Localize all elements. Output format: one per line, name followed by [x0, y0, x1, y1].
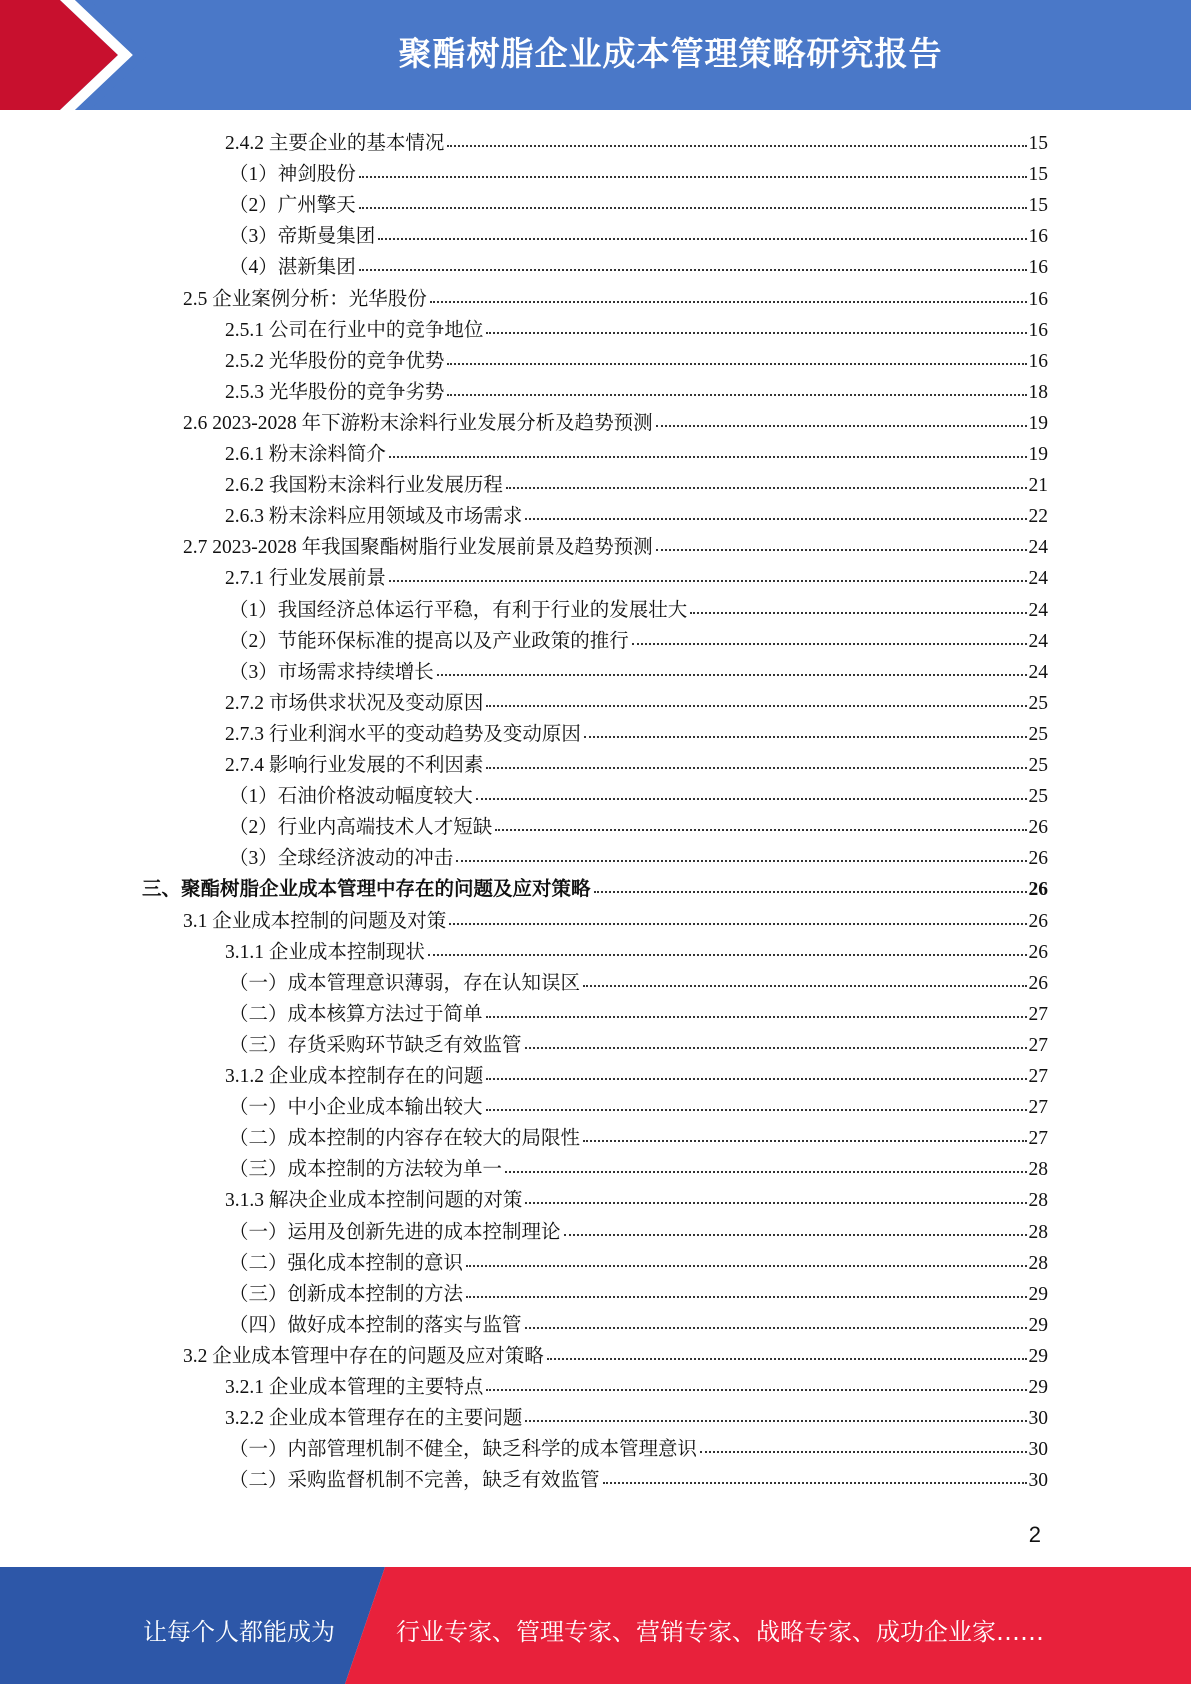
- toc-page-number: 25: [1028, 692, 1048, 714]
- toc-dot-leader: [486, 1108, 1027, 1111]
- toc-page-number: 25: [1028, 723, 1048, 745]
- toc-dot-leader: [430, 300, 1027, 303]
- toc-entry-label: 2.6.2 我国粉末涂料行业发展历程: [225, 475, 503, 497]
- toc-entry-label: （1）神剑股份: [229, 164, 356, 186]
- toc-dot-leader: [389, 579, 1027, 582]
- toc-page-number: 16: [1028, 319, 1048, 341]
- toc-entry-label: 3.1 企业成本控制的问题及对策: [183, 910, 447, 932]
- toc-row[interactable]: [0, 159, 1191, 190]
- toc-dot-leader: [359, 206, 1027, 209]
- toc-dot-leader: [700, 1450, 1026, 1453]
- toc-page-number: 26: [1028, 848, 1048, 870]
- toc-entry-label: 3.1.1 企业成本控制现状: [225, 941, 425, 963]
- toc-dot-leader: [486, 766, 1026, 769]
- toc-row[interactable]: [0, 1341, 1191, 1372]
- toc-entry-label: （2）节能环保标准的提高以及产业政策的推行: [229, 630, 629, 652]
- toc-page-number: 25: [1028, 786, 1048, 808]
- toc-page-number: 24: [1028, 537, 1048, 559]
- toc-entry-label: （三）创新成本控制的方法: [229, 1283, 464, 1305]
- toc-dot-leader: [656, 548, 1027, 551]
- toc-dot-leader: [486, 331, 1026, 334]
- toc-entry-label: 三、聚酯树脂企业成本管理中存在的问题及应对策略: [142, 879, 591, 901]
- toc-page-number: 26: [1028, 972, 1048, 994]
- toc-page-number: 29: [1028, 1283, 1048, 1305]
- toc-dot-leader: [456, 859, 1026, 862]
- toc-page-number: 26: [1028, 879, 1048, 901]
- toc-page-number: 30: [1028, 1408, 1048, 1430]
- toc-dot-leader: [428, 953, 1027, 956]
- toc-page-number: 21: [1028, 475, 1048, 497]
- toc-dot-leader: [564, 1233, 1027, 1236]
- toc-page-number: 26: [1028, 817, 1048, 839]
- toc-row[interactable]: [0, 812, 1191, 843]
- toc-page-number: 15: [1028, 195, 1048, 217]
- toc-entry-label: 2.7.4 影响行业发展的不利因素: [225, 755, 484, 776]
- toc-page-number: 27: [1028, 1003, 1048, 1025]
- toc-row[interactable]: [0, 252, 1191, 283]
- toc-entry-label: （1）我国经济总体运行平稳，有利于行业的发展壮大: [229, 599, 688, 621]
- toc-page-number: 26: [1028, 910, 1048, 932]
- toc-row[interactable]: [0, 221, 1191, 252]
- toc-row[interactable]: [0, 657, 1191, 688]
- toc-entry-label: （3）市场需求持续增长: [229, 661, 434, 683]
- toc-page-number: 18: [1028, 381, 1048, 403]
- toc-dot-leader: [486, 704, 1026, 707]
- toc-dot-leader: [447, 393, 1026, 396]
- toc-page-number: 19: [1028, 412, 1048, 434]
- toc-row[interactable]: [0, 1248, 1191, 1279]
- toc-row[interactable]: [0, 750, 1191, 781]
- toc-entry-label: （二）强化成本控制的意识: [229, 1252, 464, 1274]
- toc-dot-leader: [495, 828, 1026, 831]
- toc-page-number: 26: [1028, 941, 1048, 963]
- toc-page-number: 15: [1028, 133, 1048, 154]
- toc-dot-leader: [505, 1170, 1026, 1173]
- toc-entry-label: （二）采购监督机制不完善，缺乏有效监管: [229, 1470, 600, 1492]
- toc-row[interactable]: [0, 408, 1191, 439]
- toc-dot-leader: [584, 735, 1027, 738]
- toc-row[interactable]: [0, 1465, 1191, 1496]
- toc-row[interactable]: [0, 843, 1191, 874]
- toc-page-number: 29: [1028, 1377, 1048, 1398]
- toc-row[interactable]: [0, 1123, 1191, 1154]
- page-number: 2: [1028, 1522, 1041, 1547]
- toc-dot-leader: [525, 517, 1026, 520]
- toc-page-number: 28: [1028, 1190, 1048, 1212]
- toc-page-number: 24: [1028, 661, 1048, 683]
- toc-page-number: 27: [1028, 1034, 1048, 1056]
- toc-dot-leader: [389, 455, 1027, 458]
- toc-dot-leader: [603, 1481, 1027, 1484]
- toc-dot-leader: [359, 268, 1027, 271]
- toc-entry-label: 2.7.2 市场供求状况及变动原因: [225, 692, 484, 714]
- toc-page-number: 27: [1028, 1097, 1048, 1119]
- toc-page-number: 16: [1028, 350, 1048, 372]
- toc-row[interactable]: [0, 937, 1191, 968]
- toc-dot-leader: [690, 611, 1026, 614]
- toc-entry-label: （一）运用及创新先进的成本控制理论: [229, 1221, 561, 1243]
- toc-dot-leader: [583, 1139, 1026, 1142]
- toc-entry-label: 3.2.1 企业成本管理的主要特点: [225, 1377, 484, 1398]
- toc-row[interactable]: [0, 532, 1191, 563]
- toc-row[interactable]: [0, 439, 1191, 470]
- toc-entry-label: 2.5.3 光华股份的竞争劣势: [225, 381, 445, 403]
- toc-page-number: 24: [1028, 630, 1048, 652]
- toc-page-number: 22: [1028, 506, 1048, 528]
- toc-dot-leader: [486, 1388, 1026, 1391]
- toc-entry-label: 3.2 企业成本管理中存在的问题及应对策略: [183, 1345, 544, 1367]
- footer-slogan-left: 让每个人都能成为: [143, 1618, 335, 1646]
- toc-row[interactable]: [0, 346, 1191, 377]
- toc-entry-label: （三）成本控制的方法较为单一: [229, 1159, 503, 1181]
- toc-page-number: 30: [1028, 1470, 1048, 1492]
- toc-dot-leader: [466, 1264, 1026, 1267]
- toc-entry-label: （一）中小企业成本输出较大: [229, 1097, 483, 1119]
- toc-row[interactable]: [0, 719, 1191, 750]
- toc-entry-label: 3.1.2 企业成本控制存在的问题: [225, 1066, 484, 1087]
- toc-row[interactable]: [0, 781, 1191, 812]
- toc-entry-label: 2.5.1 公司在行业中的竞争地位: [225, 319, 484, 341]
- toc-row[interactable]: [0, 626, 1191, 657]
- toc-row[interactable]: [0, 1061, 1191, 1092]
- toc-row[interactable]: [0, 1185, 1191, 1216]
- toc-entry-label: （一）内部管理机制不健全，缺乏科学的成本管理意识: [229, 1439, 698, 1461]
- toc-row[interactable]: [0, 906, 1191, 937]
- toc-page-number: 25: [1028, 755, 1048, 776]
- toc-entry-label: （二）成本控制的内容存在较大的局限性: [229, 1128, 581, 1150]
- toc-row[interactable]: [0, 377, 1191, 408]
- toc-entry-label: 2.5 企业案例分析：光华股份: [183, 288, 427, 310]
- toc-entry-label: 2.6 2023-2028 年下游粉末涂料行业发展分析及趋势预测: [183, 412, 653, 434]
- footer-slogan-right: 行业专家、管理专家、营销专家、战略专家、成功企业家……: [396, 1618, 1044, 1646]
- toc-row[interactable]: [0, 1030, 1191, 1061]
- toc-row[interactable]: [0, 1217, 1191, 1248]
- toc-entry-label: （二）成本核算方法过于简单: [229, 1003, 483, 1025]
- toc-row[interactable]: [0, 688, 1191, 719]
- toc-page-number: 28: [1028, 1252, 1048, 1274]
- toc-page-number: 27: [1028, 1066, 1048, 1087]
- toc-page-number: 27: [1028, 1128, 1048, 1150]
- toc-dot-leader: [486, 1015, 1027, 1018]
- toc-entry-label: 3.2.2 企业成本管理存在的主要问题: [225, 1408, 523, 1430]
- toc-page-number: 16: [1028, 257, 1048, 279]
- toc-dot-leader: [594, 890, 1027, 893]
- toc-entry-label: （四）做好成本控制的落实与监管: [229, 1314, 522, 1336]
- toc-entry-label: 2.7.1 行业发展前景: [225, 568, 386, 590]
- page-title: 聚酯树脂企业成本管理策略研究报告: [398, 34, 943, 73]
- toc-entry-label: 3.1.3 解决企业成本控制问题的对策: [225, 1190, 523, 1212]
- toc-dot-leader: [525, 1201, 1026, 1204]
- toc-page-number: 24: [1028, 599, 1048, 621]
- toc-entry-label: （三）存货采购环节缺乏有效监管: [229, 1034, 522, 1056]
- toc-dot-leader: [449, 922, 1026, 925]
- toc-row[interactable]: [0, 1279, 1191, 1310]
- toc-page-number: 28: [1028, 1221, 1048, 1243]
- toc-entry-label: 2.6.3 粉末涂料应用领域及市场需求: [225, 506, 523, 528]
- toc-row[interactable]: [0, 501, 1191, 532]
- toc-dot-leader: [583, 984, 1026, 987]
- toc-dot-leader: [525, 1326, 1027, 1329]
- toc-row[interactable]: [0, 968, 1191, 999]
- toc-row[interactable]: [0, 999, 1191, 1030]
- toc-row[interactable]: [0, 1372, 1191, 1403]
- toc-row[interactable]: [0, 284, 1191, 315]
- toc-dot-leader: [476, 797, 1027, 800]
- toc-page-number: 28: [1028, 1159, 1048, 1181]
- toc-dot-leader: [486, 1077, 1026, 1080]
- toc-dot-leader: [656, 424, 1027, 427]
- toc-entry-label: 2.7.3 行业利润水平的变动趋势及变动原因: [225, 723, 581, 745]
- toc-dot-leader: [632, 642, 1027, 645]
- toc-entry-label: 2.4.2 主要企业的基本情况: [225, 133, 445, 154]
- toc-row[interactable]: [0, 1310, 1191, 1341]
- toc-page-number: 30: [1028, 1439, 1048, 1461]
- toc-row[interactable]: [0, 315, 1191, 346]
- toc-page-number: 15: [1028, 164, 1048, 186]
- toc-dot-leader: [359, 175, 1027, 178]
- toc-entry-label: 2.7 2023-2028 年我国聚酯树脂行业发展前景及趋势预测: [183, 537, 653, 559]
- toc-dot-leader: [447, 362, 1026, 365]
- toc-row[interactable]: [0, 563, 1191, 594]
- toc-dot-leader: [447, 144, 1026, 147]
- toc-entry-label: （2）广州擎天: [229, 195, 356, 217]
- toc-entry-label: （3）帝斯曼集团: [229, 226, 376, 248]
- toc-page-number: 19: [1028, 444, 1048, 465]
- toc-page-number: 16: [1028, 226, 1048, 248]
- toc-dot-leader: [378, 237, 1026, 240]
- toc-dot-leader: [437, 673, 1027, 676]
- toc-row[interactable]: [0, 470, 1191, 501]
- toc-dot-leader: [525, 1046, 1027, 1049]
- toc-entry-label: （一）成本管理意识薄弱，存在认知误区: [229, 972, 581, 994]
- toc-dot-leader: [547, 1357, 1027, 1360]
- toc-page-number: 16: [1028, 288, 1048, 310]
- toc-row[interactable]: [0, 128, 1191, 159]
- toc-dot-leader: [506, 486, 1027, 489]
- toc-entry-label: （3）全球经济波动的冲击: [229, 848, 454, 870]
- toc-row[interactable]: [0, 1092, 1191, 1123]
- toc-entry-label: 2.6.1 粉末涂料简介: [225, 444, 386, 465]
- toc-page-number: 24: [1028, 568, 1048, 590]
- toc-page-number: 29: [1028, 1345, 1048, 1367]
- toc-entry-label: （1）石油价格波动幅度较大: [229, 786, 473, 808]
- page-header: [0, 0, 1191, 110]
- toc-entry-label: （4）湛新集团: [229, 257, 356, 279]
- toc-row[interactable]: [0, 190, 1191, 221]
- toc-entry-label: 2.5.2 光华股份的竞争优势: [225, 350, 445, 372]
- toc-page-number: 29: [1028, 1314, 1048, 1336]
- toc-row[interactable]: [0, 595, 1191, 626]
- toc-row[interactable]: [0, 874, 1191, 905]
- toc-row[interactable]: [0, 1434, 1191, 1465]
- toc-dot-leader: [466, 1295, 1026, 1298]
- toc-row[interactable]: [0, 1403, 1191, 1434]
- toc-row[interactable]: [0, 1154, 1191, 1185]
- toc-entry-label: （2）行业内高端技术人才短缺: [229, 817, 493, 839]
- toc-dot-leader: [525, 1419, 1026, 1422]
